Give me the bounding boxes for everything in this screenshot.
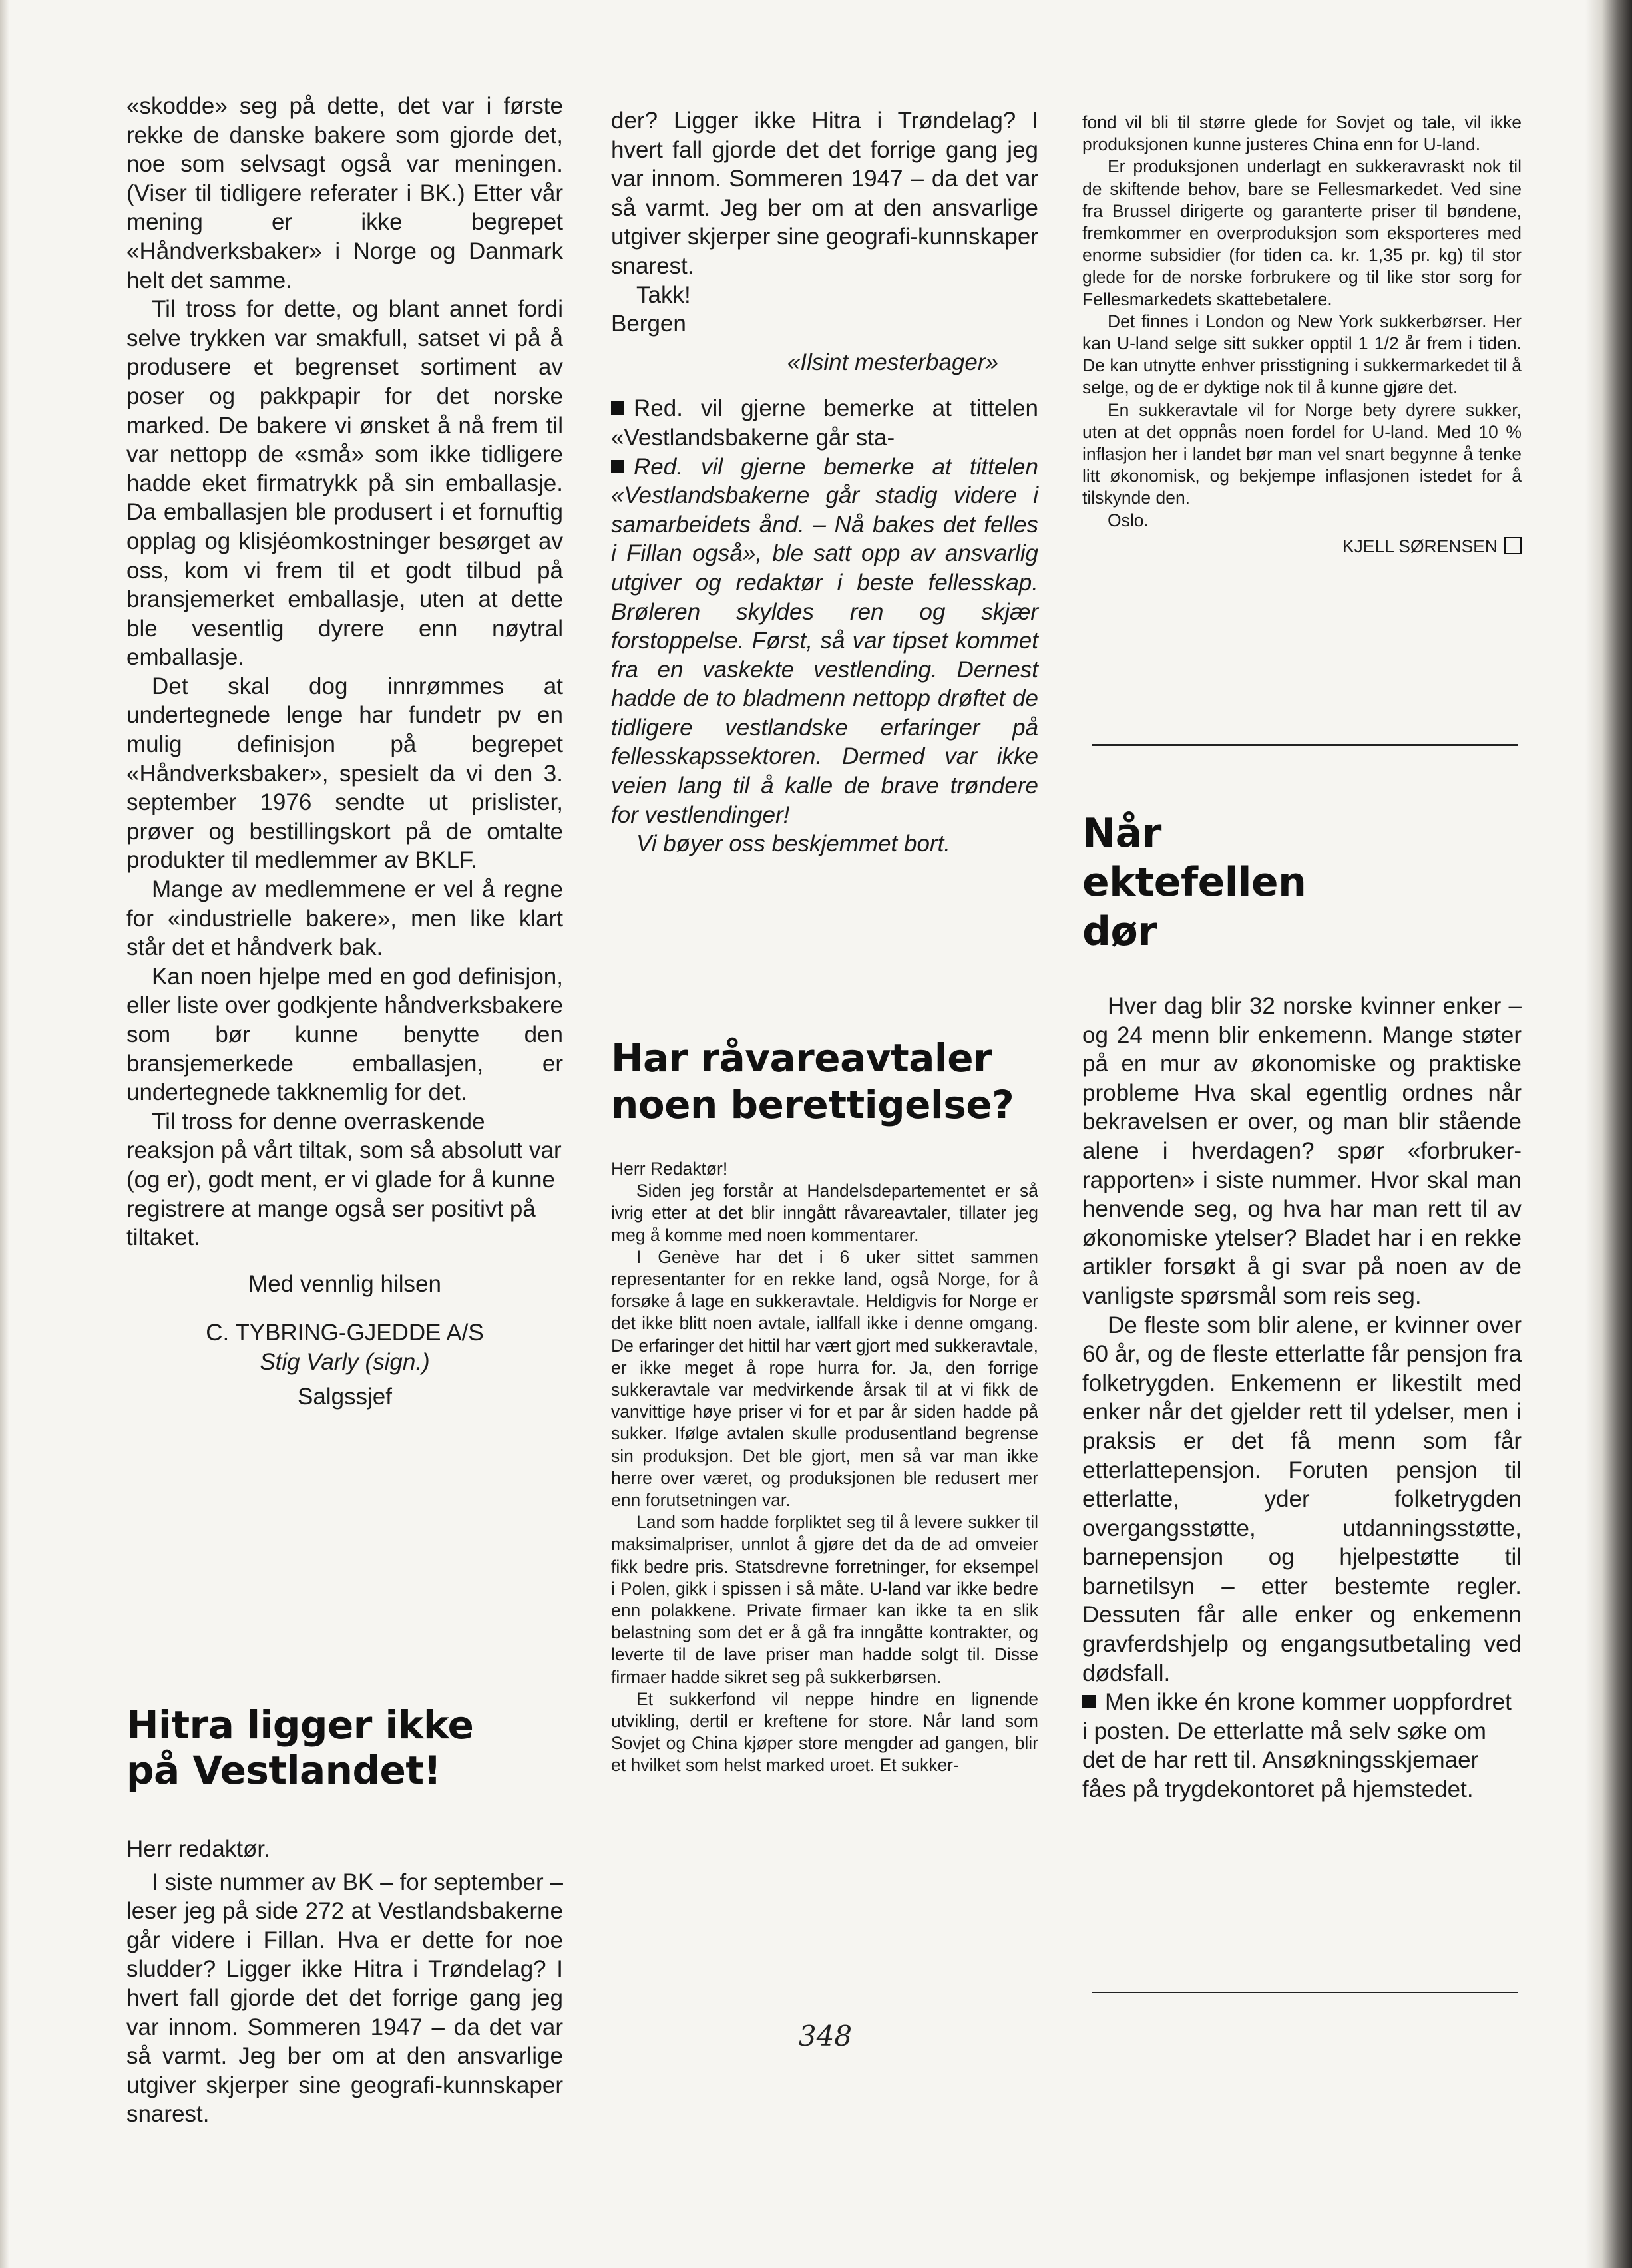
ektefellen-headline-line1: Når xyxy=(1082,810,1161,856)
column-divider-rule xyxy=(1092,744,1518,746)
ektefellen-headline-line2: ektefellen xyxy=(1082,859,1307,906)
end-rule xyxy=(1092,1992,1518,1993)
end-box-icon xyxy=(1504,537,1522,554)
hitra-headline xyxy=(126,1702,563,1793)
bullet-square-icon xyxy=(611,460,624,473)
hitra-paragraph xyxy=(126,1868,563,2129)
page-left-edge xyxy=(0,0,9,2268)
letter-role: Salgssjef xyxy=(297,1383,393,1410)
hitra-signature: «Ilsint mesterbager» xyxy=(787,349,998,375)
ravare-signature xyxy=(1082,536,1522,558)
ravare-body xyxy=(611,1158,1038,1777)
editor-note-1 xyxy=(611,394,1038,452)
bullet-square-icon xyxy=(1082,1695,1096,1708)
ravare-paragraph: Siden jeg forstår at Handelsdepartementet er så ivrig etter at det blir inngått råvareavtaler, tillater jeg meg å komme med noen kommentarer. xyxy=(611,1181,1038,1245)
ravare-paragraph: Land som hadde forpliktet seg til å levere sukker til maksimalpriser, unnlot å gjøre det da de ad omveier fikk bedre pris. Statsdrevne forretninger, for eksempel i Polen, gikk i spissen i så måte. U-land var ikke bedre enn polakkene. Private firmaer kan ikke ta en slik belastning som det er å gå fra inngåtte kontrakter, og leverte til de lave priser man hadde solgt til. Disse firmaer hadde sikret seg på sukkerbørsen. xyxy=(611,1512,1038,1687)
page-number: 348 xyxy=(798,2020,853,2052)
ravare-signature-text: KJELL SØRENSEN xyxy=(1342,536,1498,556)
ektefellen-headline-line3: dør xyxy=(1082,908,1157,955)
letter-company: C. TYBRING-GJEDDE A/S xyxy=(206,1320,484,1346)
ektefellen-paragraph xyxy=(1082,1688,1522,1803)
book-binding-shadow xyxy=(1585,0,1632,2268)
bullet-square-icon xyxy=(611,401,624,415)
ravare-paragraph: Det finnes i London og New York sukkerbørser. Her kan U-land selge sitt sukker opptil 1 1/2 år frem i tiden. De kan utnytte enhver prisstigning i sukkermarkedet til å selge, og de er dyktige nok til å kunne gjøre det. xyxy=(1082,311,1522,398)
letter-paragraph: Det skal dog innrømmes at undertegnede lenge har fundetr pv en mulig definisjon på begrepet «Håndverksbaker», spesielt da vi den 3. september 1976 sendte ut prislister, prøver og bestillingskort på de omtalte produkter til medlemmer av BKLF. xyxy=(126,673,563,874)
editor-note-1-text: Red. vil gjerne bemerke at tittelen «Vestlandsbakerne går sta- xyxy=(611,395,1038,451)
letter-paragraph: «skodde» seg på dette, det var i første rekke de danske bakere som gjorde det, noe som selvsagt også var meningen. (Viser til tidligere referater i BK.) Etter vår mening er ikke begrepet «Håndverksbaker» i Norge og Danmark helt det samme. xyxy=(126,93,563,293)
ektefellen-headline xyxy=(1082,809,1522,956)
hitra-paragraph-text: I siste nummer av BK – for september – leser jeg på side 272 at Vestlandsbakerne går videre i Fillan. Hva er dette for noe sludder? Ligger ikke Hitra i Trøndelag? I hvert fall gjorde det det forrige gang jeg var innom. Sommeren 1947 – da det var så varmt. Jeg ber om at den ansvarlige utgiver skjerper sine geografi-kunnskaper snarest. xyxy=(126,1869,563,2128)
hitra-city: Bergen xyxy=(611,311,686,337)
ravare-headline-line1: Har råvareavtaler xyxy=(611,1036,992,1081)
column-2 xyxy=(611,1,1038,93)
letter-paragraph: Til tross for denne overraskende reaksjon på vårt tiltak, som så absolutt var (og er), godt ment, er vi glade for å kunne registrere at mange også ser positivt på tiltaket. xyxy=(126,1108,562,1251)
editor-note-2-text: Red. vil gjerne bemerke at tittelen «Vestlandsbakerne går stadig videre i samarbeidets ånd. – Nå bakes det felles i Fillan også», ble satt opp av ansvarlig utgiver og redaktør i beste fellesskap. Brøleren skyldes ren og skjær forstoppelse. Først, så var tipset kommet fra en vaskekte vestlending. Dernest hadde de to bladmenn nettopp drøftet de tidligere vestlandske erfaringer på fellesskapssektoren. Dermed var ikke veien lang til å kalle de brave trøndere for vestlendinger! xyxy=(611,453,1038,828)
ravare-paragraph: Er produksjonen underlagt en sukkeravraskt nok til de skiftende behov, bare se Fellesmarkedet. Ved sine fra Brussel dirigerte og garanterte priser til bøndene, fremkommer en overproduksjon som eksporteres med enorme subsidier (for tiden ca. kr. 1,35 pr. kg) til stor glede for de norske forbrukere og til like stor sorg for Fellesmarkedets skattebetalere. xyxy=(1082,156,1522,309)
letter-paragraph: Mange av medlemmene er vel å regne for «industrielle bakere», men like klart står det et håndverk bak. xyxy=(126,876,563,961)
ravare-paragraph: En sukkeravtale vil for Norge bety dyrere sukker, uten at det oppnås noen fordel for U-land. Med 10 % inflasjon her i landet bør man vel snart begynne å tenke litt økonomisk, og bekjempe inflasjonen istedet for å tilskynde den. xyxy=(1082,399,1522,508)
letter-paragraph: Til tross for dette, og blant annet fordi selve trykken var smakfull, satset vi på å produsere et begrenset sortiment av poser og pakkpapir for det norske marked. De bakere vi ønsket å nå frem til var nettopp de «små» som ikke tidligere hadde eket firmatrykk på sin emballasje. Da emballasjen ble produsert i et fornuftig opplag og klisjéomkostninger besørget av oss, kom vi frem til et godt tilbud på bransjemerket emballasje, uten at dette ble vesentlig dyrere enn nøytral emballasje. xyxy=(126,296,563,671)
ravare-article xyxy=(611,1035,1038,1128)
hitra-salutation: Herr redaktør. xyxy=(126,1836,270,1862)
hitra-continuation-mask xyxy=(611,1,1038,93)
hitra-body xyxy=(126,1835,563,2129)
editor-note-2 xyxy=(611,453,1038,830)
hitra-thanks: Takk! xyxy=(636,282,691,308)
ektefellen-paragraph: De fleste som blir alene, er kvinner over 60 år, og de fleste etterlatte får pensjon fra folketrygden. Enkemenn er likestilt med enker når det gjelder rett til ydelser, men i praksis er det få menn som får etterlattepensjon. Foruten pensjon til etterlatte, yder folketrygden overgangsstøtte, utdanningsstøtte, barnepensjon og hjelpestøtte til barnetilsyn – etter bestemte regler. Dessuten får alle enker og enkemenn gravferdshjelp og engangsutbetaling ved dødsfall. xyxy=(1082,1312,1522,1686)
ektefellen-paragraph: Hver dag blir 32 norske kvinner enker – og 24 menn blir enkemenn. Mange støter på en mur av økonomiske og praktiske probleme Hva skal egentlig ordnes når bekravelsen er over, og man blir stående alene i hverdagen? spør «forbruker-rapporten» i siste nummer. Hvor skal man henvende seg, og hva har man rett til av økonomiske ytelser? Bladet har i en rekke artikler forsøkt å gi svar på noen av de vanligste spørsmål som reis seg. xyxy=(1082,993,1522,1309)
hitra-continuation-text: der? Ligger ikke Hitra i Trøndelag? I hvert fall gjorde det det forrige gang jeg var innom. Sommeren 1947 – da det var så varmt. Jeg ber om at den ansvarlige utgiver skjerper sine geografi-kunnskaper snarest. xyxy=(611,108,1038,279)
ravare-salutation: Herr Redaktør! xyxy=(611,1159,728,1179)
letter-signer: Stig Varly (sign.) xyxy=(260,1348,430,1375)
hitra-continuation xyxy=(611,106,1038,858)
editor-note-3: Vi bøyer oss beskjemmet bort. xyxy=(636,831,951,857)
ravare-paragraph: I Genève har det i 6 uker sittet sammen representanter for en rekke land, også Norge, for å forsøke å lage en sukkeravtale. Heldigvis for Norge er det ikke blitt noen avtale, iallfall ikke i denne omgang. De erfaringer det hittil har vært gjort med sukkeravtale, er ikke meget å rope hurra for. Ja, den forrige sukkeravtale var medvirkende årsak til at vi fikk de vanvittige høye priser vi for et par år siden hadde på sukker. Ifølge avtalen skulle produsentland begrense sin produksjon. Det ble gjort, men så var man ikke herre over været, og produksjonen ble redusert mer enn forutsetningen var. xyxy=(611,1246,1038,1511)
ravare-continuation: fond vil bli til større glede for Sovjet og tale, vil ikke produksjonen kunne justeres China enn for U-land. xyxy=(1082,112,1522,155)
ektefellen-article xyxy=(1082,809,1522,956)
ravare-city: Oslo. xyxy=(1108,510,1149,530)
column-3 xyxy=(1082,112,1522,558)
ravare-paragraph: Et sukkerfond vil neppe hindre en lignende utvikling, dertil er kreftene for store. Når land som Sovjet og China kjøper store mengder ad gangen, blir et hvilket som helst marked uroet. Et sukker- xyxy=(611,1688,1038,1776)
hitra-article xyxy=(126,1702,563,1793)
ektefellen-paragraph-text: Men ikke én krone kommer uoppfordret i posten. De etterlatte må selv søke om det de har rett til. Ansøkningsskjemaer fåes på trygdekontoret på hjemstedet. xyxy=(1082,1689,1512,1803)
letter-paragraph: Kan noen hjelpe med en god definisjon, eller liste over godkjente håndverksbakere som bør kunne benytte den bransjemerkede emballasjen, er undertegnede takknemlig for det. xyxy=(126,963,563,1106)
ektefellen-body xyxy=(1082,992,1522,1804)
hitra-headline-line1: Hitra ligger ikke xyxy=(126,1702,474,1748)
hitra-headline-line2: på Vestlandet! xyxy=(126,1748,441,1793)
column-1 xyxy=(126,92,563,1411)
letter-closing: Med vennlig hilsen xyxy=(248,1270,441,1297)
ravare-headline xyxy=(611,1035,1038,1128)
ravare-headline-line2: noen berettigelse? xyxy=(611,1082,1014,1127)
